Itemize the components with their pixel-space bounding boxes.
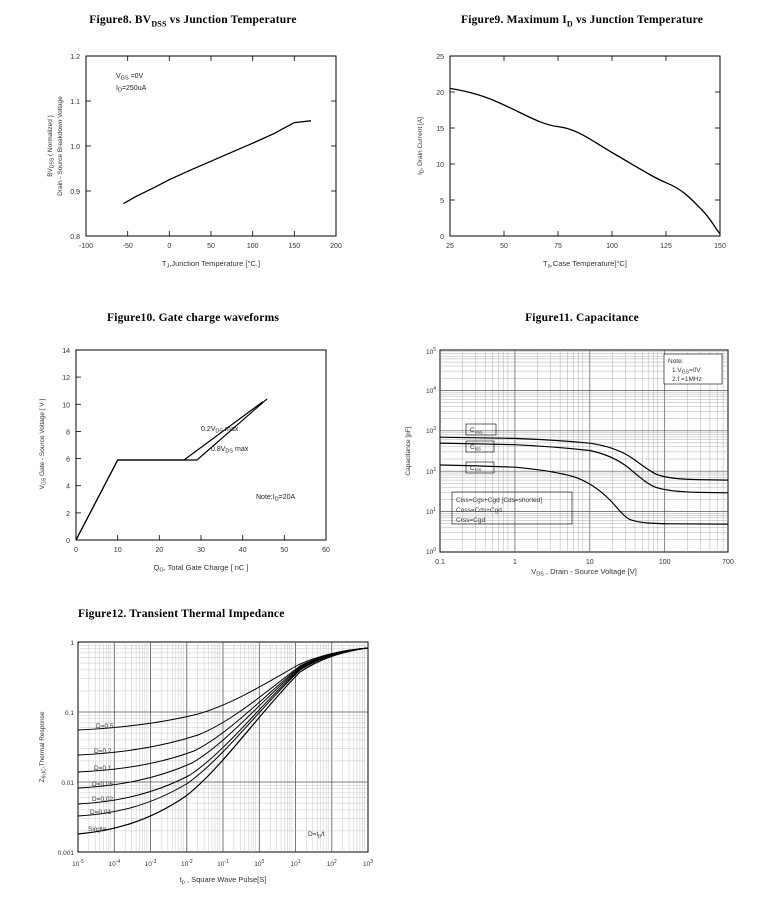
fig12-label-single: Single: [88, 826, 107, 833]
fig12-xtick-2: $10^{-3}$: [144, 859, 157, 868]
fig10-annotation-02vds: $0.2V_{DS}$ max: [201, 426, 239, 435]
fig8-ytick-3: 1.1: [70, 99, 80, 107]
fig12-xaxis-label: $t_p$ , Square Wave Pulse[S]: [179, 875, 267, 886]
fig9-xtick-5: 150: [714, 243, 726, 251]
fig8-ytick-2: 1.0: [70, 144, 80, 152]
figure10-title: [8, 312, 378, 324]
fig8-yaxis-label-1: $BV_{DSS}$ ( Normalized ): [47, 115, 56, 178]
fig11-xtick-3: 100: [658, 559, 671, 566]
fig12-xtick-8: $10^3$: [362, 859, 374, 868]
fig8-yaxis-label-2: Drain - Source Breakdown Voltage: [57, 96, 64, 197]
fig12-xtick-4: $10^{-1}$: [217, 859, 229, 868]
fig10-xtick-1: 10: [113, 547, 122, 554]
fig11-ytick-0: $10^0$: [425, 547, 436, 556]
fig11-xtick-1: 1: [512, 559, 517, 566]
fig8-ytick-4: 1.2: [70, 54, 80, 62]
fig11-label-crss: $C_{rss}$: [470, 465, 482, 474]
figure9-title-post: vs Junction Temperature: [572, 14, 704, 26]
fig12-formula: $D=t_p/t$: [308, 831, 325, 840]
fig12-yaxis-label: $Z_{thJC},Thermal$ Response: [39, 711, 48, 783]
fig11-label-ciss: $C_{iss}$: [470, 444, 481, 453]
fig9-ytick-3: 15: [436, 126, 444, 134]
figure11-panel: [392, 312, 772, 578]
fig10-xaxis-label: $Q_G$, Total Gate Charge [ nC ]: [153, 563, 249, 574]
figure9-title: [392, 14, 772, 28]
fig11-xtick-0: 0.1: [435, 559, 445, 566]
fig11-ytick-1: $10^1$: [425, 507, 436, 516]
figure8-chart: [8, 28, 378, 278]
fig12-xtick-6: $10^1$: [290, 859, 301, 868]
fig11-ytick-2: $10^2$: [425, 467, 436, 476]
fig8-ytick-1: 0.9: [70, 189, 80, 197]
fig9-xtick-0: 25: [446, 243, 454, 251]
figure11-title: [392, 312, 772, 324]
figure9-title-pre: Figure9. Maximum I: [460, 14, 567, 26]
figure12-title: [78, 608, 508, 620]
fig8-xtick-2: 0: [167, 243, 172, 251]
fig12-label-d02: D=0.2: [94, 748, 112, 755]
figure9-panel: [392, 14, 772, 278]
fig11-ytick-4: $10^4$: [425, 386, 436, 395]
fig8-annotation-vgs: $V_{GS} =0V$: [116, 73, 144, 82]
fig12-xtick-7: $10^2$: [326, 859, 337, 868]
fig11-note-title: Note:: [668, 358, 684, 365]
fig9-ytick-0: 0: [440, 234, 444, 242]
fig10-xtick-0: 0: [74, 547, 78, 554]
fig12-xtick-0: $10^{-5}$: [72, 859, 84, 868]
figure8-title-post: vs Junction Temperature: [166, 14, 297, 26]
fig12-ytick-001: 0.01: [61, 780, 74, 787]
fig12-xtick-1: $10^{-4}$: [108, 859, 121, 868]
fig10-xtick-5: 50: [280, 547, 289, 554]
fig10-ytick-3: 6: [66, 456, 70, 464]
fig10-ytick-0: 0: [66, 538, 70, 545]
fig9-yaxis-label: $I_D$, Drain Current [A]: [417, 117, 426, 176]
fig10-ytick-7: 14: [62, 348, 70, 355]
fig10-xtick-6: 60: [322, 547, 330, 554]
fig9-ytick-5: 25: [436, 54, 444, 62]
figure11-title-text: Figure11. Capacitance: [525, 312, 639, 324]
fig11-ytick-3: $10^3$: [425, 426, 436, 435]
fig11-ytick-5: $10^5$: [425, 347, 436, 356]
fig8-xtick-1: -50: [122, 243, 133, 251]
figure8-panel: [8, 14, 378, 278]
fig8-xtick-3: 50: [207, 243, 215, 251]
fig12-label-d01: D=0.1: [94, 765, 112, 772]
fig12-label-d002: D=0.02: [92, 796, 114, 803]
fig8-ytick-0: 0.8: [70, 234, 80, 242]
fig11-xaxis-label: $V_{DS}$ , Drain - Source Voltage [V]: [531, 567, 637, 578]
fig8-xaxis-label: $T_J,Junction$ Temperature [°C.]: [161, 259, 261, 270]
fig12-ytick-0001: 0.001: [57, 850, 74, 857]
figure8-title: [8, 14, 378, 28]
fig11-xtick-4: 700: [722, 559, 734, 566]
figure9-chart: [392, 28, 772, 278]
fig12-xtick-3: $10^{-2}$: [180, 859, 193, 868]
fig12-label-d001: D=0.01: [90, 809, 112, 816]
fig9-xtick-3: 100: [606, 243, 618, 251]
fig10-xtick-2: 20: [155, 547, 164, 554]
fig11-eq-1: Ciss=Cgs+Cgd [Cds=shorted]: [456, 497, 543, 504]
fig10-ytick-5: 10: [62, 402, 70, 410]
figure10-panel: [8, 312, 378, 574]
figure8-title-pre: Figure8. BV: [89, 14, 152, 26]
figure10-chart: [8, 324, 378, 574]
fig10-ytick-2: 4: [66, 483, 70, 491]
fig9-xaxis-label: $T_a,Case$ Temperature[°C]: [543, 259, 627, 270]
fig11-label-coss: $C_{oss}$: [470, 427, 483, 436]
fig9-ytick-1: 5: [440, 198, 444, 206]
fig12-ytick-1: 1: [70, 640, 74, 647]
figure8-title-sub: DSS: [151, 19, 167, 29]
fig10-xtick-3: 30: [197, 547, 205, 554]
figure12-title-text: Figure12. Transient Thermal Impedance: [78, 608, 285, 620]
fig8-xtick-6: 200: [330, 243, 342, 251]
fig11-xtick-2: 10: [585, 559, 594, 566]
fig12-label-d05: D=0.5: [96, 723, 114, 730]
figure9-title-sub: D: [566, 19, 573, 29]
fig12-label-d005: D=0.05: [92, 781, 114, 788]
fig10-xtick-4: 40: [238, 547, 247, 554]
fig10-annotation-note: $Note:I_D=20A$: [256, 494, 296, 503]
fig8-xtick-5: 150: [288, 243, 301, 251]
fig10-ytick-1: 2: [66, 510, 70, 518]
figure12-chart: [8, 620, 438, 900]
fig10-ytick-4: 8: [66, 429, 70, 437]
fig9-xtick-4: 125: [660, 243, 672, 251]
fig11-note-1: $1.V_{GS}=0V$: [672, 367, 701, 376]
fig11-eq-2: Coss=Cds+Cgd: [456, 507, 502, 514]
fig12-xtick-5: $10^0$: [254, 859, 265, 868]
fig12-ytick-01: 0.1: [64, 710, 74, 717]
fig8-xtick-0: -100: [78, 243, 94, 251]
fig9-xtick-1: 50: [500, 243, 508, 251]
fig10-yaxis-label: $V_{GS}$ Gate - Source Voltage [ V ]: [39, 398, 48, 490]
fig11-yaxis-label: Capacitance [pF]: [405, 426, 412, 476]
fig11-note-2: 2.f =1MHz: [672, 376, 702, 383]
fig8-xtick-4: 100: [246, 243, 259, 251]
figure12-panel: [8, 608, 508, 900]
fig9-ytick-2: 10: [436, 162, 444, 170]
figure11-chart: [392, 324, 772, 578]
fig8-annotation-id: $I_D=250uA$: [116, 85, 147, 94]
figure10-title-text: Figure10. Gate charge waveforms: [106, 312, 280, 324]
fig11-eq-3: Crss=Cgd: [456, 517, 486, 524]
fig9-xtick-2: 75: [554, 243, 562, 251]
fig10-ytick-6: 12: [62, 375, 70, 383]
fig10-annotation-08vds: $0.8V_{DS}$ max: [211, 446, 249, 455]
fig9-ytick-4: 20: [436, 90, 444, 98]
